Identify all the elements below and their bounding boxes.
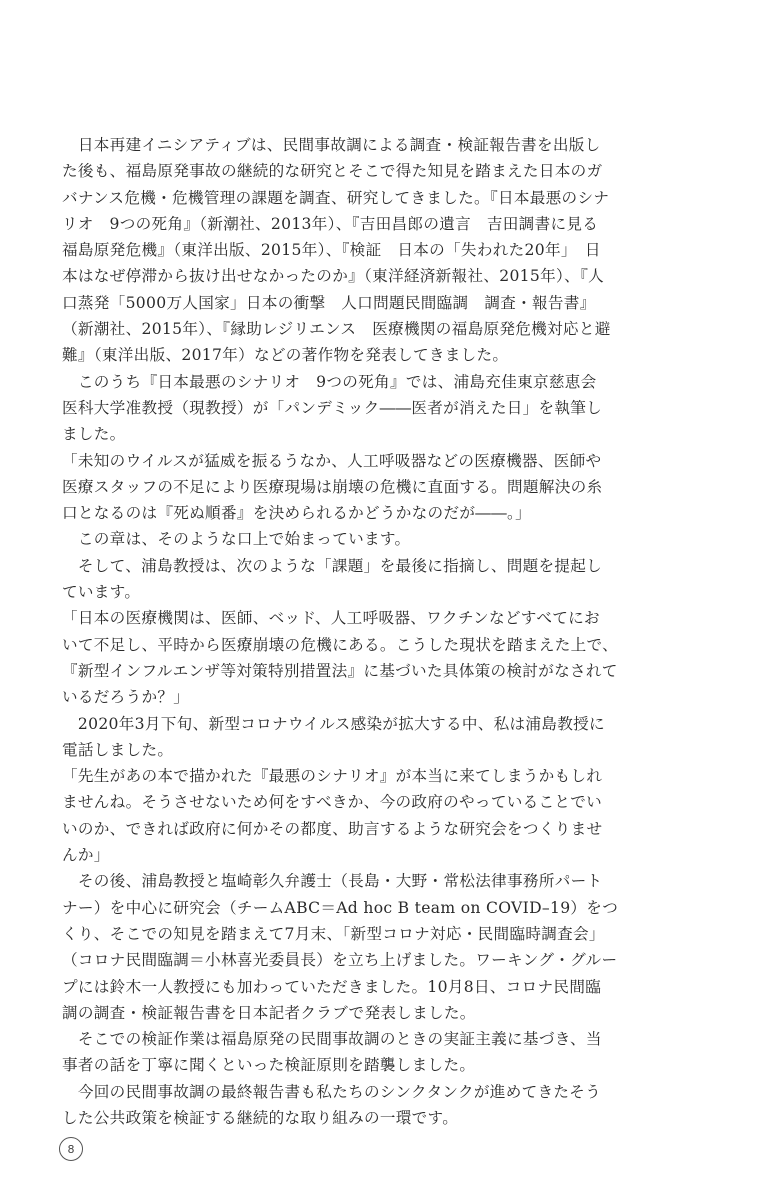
text-line: 電話しました。	[62, 740, 174, 759]
text-line: 「先生があの本で描かれた『最悪のシナリオ』が本当に来てしまうかもしれ	[62, 767, 603, 786]
text-line: 『新型インフルエンザ等対策特別措置法』に基づいた具体策の検討がなされて	[62, 661, 618, 680]
text-line: そこでの検証作業は福島原発の民間事故調のときの実証主義に基づき、当	[62, 1030, 602, 1049]
page-number: 8	[67, 1142, 75, 1156]
paragraph	[62, 1079, 602, 1132]
text-line: 事者の話を丁寧に聞くといった検証原則を踏襲しました。	[62, 1056, 476, 1075]
text-line: リオ 9つの死角』（新潮社、2013年）、『吉田昌郎の遺言 吉田調書に見る	[62, 214, 599, 233]
text-line: いるだろうか？」	[62, 688, 190, 707]
text-line: た後も、福島原発事故の継続的な研究とそこで得た知見を踏まえた日本のガ	[62, 162, 603, 181]
text-line: ませんね。そうさせないため何をすべきか、今の政府のやっていることでい	[62, 793, 603, 812]
text-line: 本はなぜ停滞から抜け出せなかったのか』（東洋経済新報社、2015年）、『人	[62, 267, 604, 286]
text-line: 2020年3月下旬、新型コロナウイルス感染が拡大する中、私は浦島教授に	[62, 714, 605, 733]
paragraph	[62, 553, 603, 606]
text-line: 今回の民間事故調の最終報告書も私たちのシンクタンクが進めてきたそう	[62, 1082, 602, 1101]
text-line: 調の調査・検証報告書を日本記者クラブで発表しました。	[62, 1003, 476, 1022]
text-line: した公共政策を検証する継続的な取り組みの一環です。	[62, 1108, 459, 1127]
text-line: 医科大学准教授（現教授）が「パンデミック――医者が消えた日」を執筆し	[62, 398, 603, 417]
text-line: くり、そこでの知見を踏まえて7月末、「新型コロナ対応・民間臨時調査会」	[62, 924, 605, 943]
body-text	[62, 132, 619, 1131]
text-line: いのか、できれば政府に何かその都度、助言するような研究会をつくりませ	[62, 819, 603, 838]
text-line: ナー）を中心に研究会（チームABC＝Ad hoc B team on COVID–19）をつ	[62, 898, 619, 917]
paragraph	[62, 132, 611, 369]
text-line: 難』（東洋出版、2017年）などの著作物を発表してきました。	[62, 346, 509, 365]
paragraph	[62, 763, 603, 868]
text-line: ました。	[62, 425, 126, 444]
text-line: 「日本の医療機関は、医師、ベッド、人工呼吸器、ワクチンなどすべてにお	[62, 609, 600, 628]
text-line: このうち『日本最悪のシナリオ 9つの死角』では、浦島充佳東京慈恵会	[62, 372, 597, 391]
page-number-badge	[59, 1137, 83, 1161]
text-line: ています。	[62, 583, 141, 602]
paragraph	[62, 1026, 602, 1079]
paragraph	[62, 868, 619, 1026]
paragraph	[62, 448, 603, 527]
text-line: その後、浦島教授と塩崎彰久弁護士（長島・大野・常松法律事務所パート	[62, 872, 603, 891]
text-line: 口となるのは『死ぬ順番』を決められるかどうかなのだが――。」	[62, 504, 532, 523]
text-line: そして、浦島教授は、次のような「課題」を最後に指摘し、問題を提起し	[62, 556, 603, 575]
text-line: この章は、そのような口上で始まっています。	[62, 530, 411, 549]
text-line: んか」	[62, 846, 110, 865]
text-line: 「未知のウイルスが猛威を振るうなか、人工呼吸器などの医療機器、医師や	[62, 451, 602, 470]
text-line: 医療スタッフの不足により医療現場は崩壊の危機に直面する。問題解決の糸	[62, 477, 603, 496]
text-line: プには鈴木一人教授にも加わっていただきました。10月8日、コロナ民間臨	[62, 977, 602, 996]
text-line: （コロナ民間臨調＝小林喜光委員長）を立ち上げました。ワーキング・グルー	[62, 951, 618, 970]
text-line: バナンス危機・危機管理の課題を調査、研究してきました。『日本最悪のシナ	[62, 188, 610, 207]
paragraph	[62, 605, 618, 710]
text-line: （新潮社、2015年）、『縁助レジリエンス 医療機関の福島原発危機対応と避	[62, 320, 611, 339]
text-line: 口蒸発「5000万人国家」日本の衝撃 人口問題民間臨調 調査・報告書』	[62, 293, 596, 312]
paragraph	[62, 369, 603, 448]
paragraph	[62, 711, 605, 764]
text-line: 福島原発危機』（東洋出版、2015年）、『検証 日本の「失われた20年」 日	[62, 241, 601, 260]
text-line: いて不足し、平時から医療崩壊の危機にある。こうした現状を踏まえた上で、	[62, 635, 618, 654]
text-line: 日本再建イニシアティブは、民間事故調による調査・検証報告書を出版し	[62, 136, 601, 154]
paragraph	[62, 526, 584, 552]
